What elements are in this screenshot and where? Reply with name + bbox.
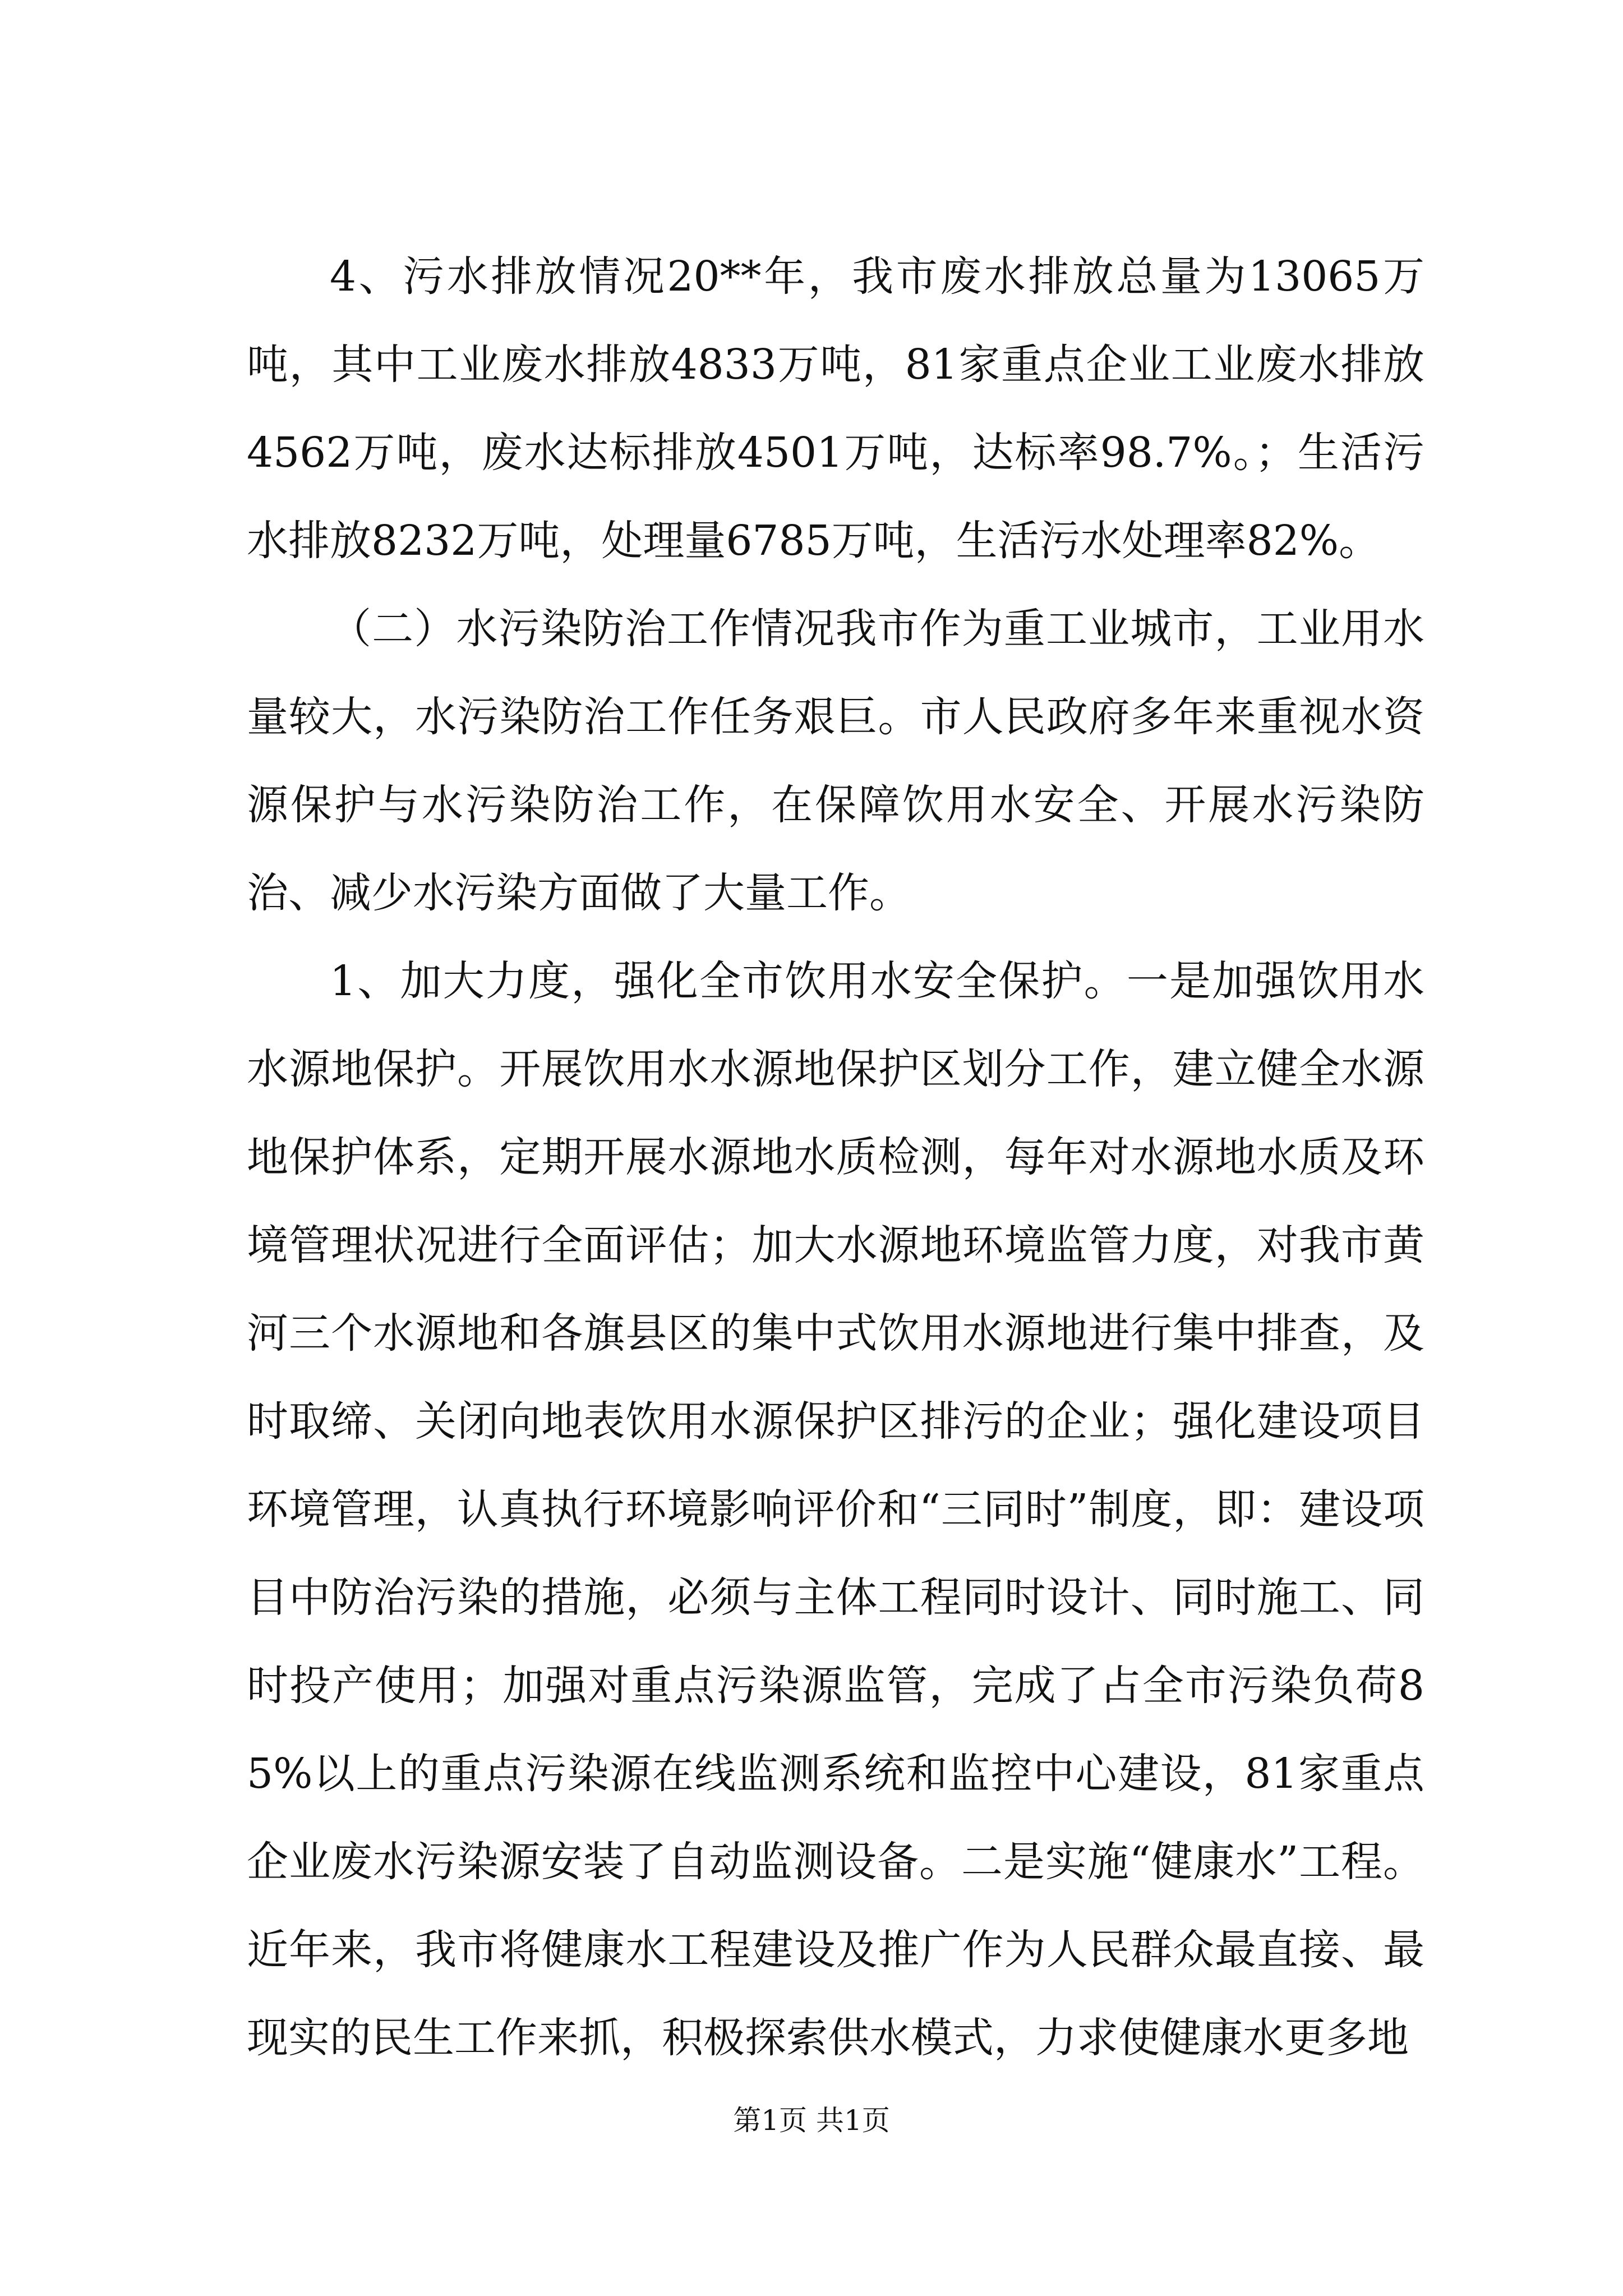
paragraph-water-pollution-prevention: （二）水污染防治工作情况我市作为重工业城市，工业用水量较大，水污染防治工作任务艰巨。市人民政府多年来重视水资源保护与水污染防治工作，在保障饮用水安全、开展水污染防治、减少水污染方面做了大量工作。 (247, 605, 1424, 917)
document-body (247, 233, 1424, 2082)
paragraph-wastewater-discharge: 4、污水排放情况20**年，我市废水排放总量为13065万吨，其中工业废水排放4833万吨，81家重点企业工业废水排放4562万吨，废水达标排放4501万吨，达标率98.7%。；生活污水排放8232万吨，处理量6785万吨，生活污水处理率82%。 (247, 252, 1424, 565)
paragraph-drinking-water-protection: 1、加大力度，强化全市饮用水安全保护。一是加强饮用水水源地保护。开展饮用水水源地保护区划分工作，建立健全水源地保护体系，定期开展水源地水质检测，每年对水源地水质及环境管理状况进行全面评估；加大水源地环境监管力度，对我市黄河三个水源地和各旗县区的集中式饮用水源地进行集中排查，及时取缔、关闭向地表饮用水源保护区排污的企业；强化建设项目环境管理，认真执行环境影响评价和“三同时”制度，即：建设项目中防治污染的措施，必须与主体工程同时设计、同时施工、同时投产使用；加强对重点污染源监管，完成了占全市污染负荷85%以上的重点污染源在线监测系统和监控中心建设，81家重点企业废水污染源安装了自动监测设备。二是实施“健康水”工程。近年来，我市将健康水工程建设及推广作为人民群众最直接、最现实的民生工作来抓，积极探索供水模式，力求使健康水更多地 (247, 957, 1424, 2062)
page-number-footer: 第1页 共1页 (733, 2104, 890, 2137)
